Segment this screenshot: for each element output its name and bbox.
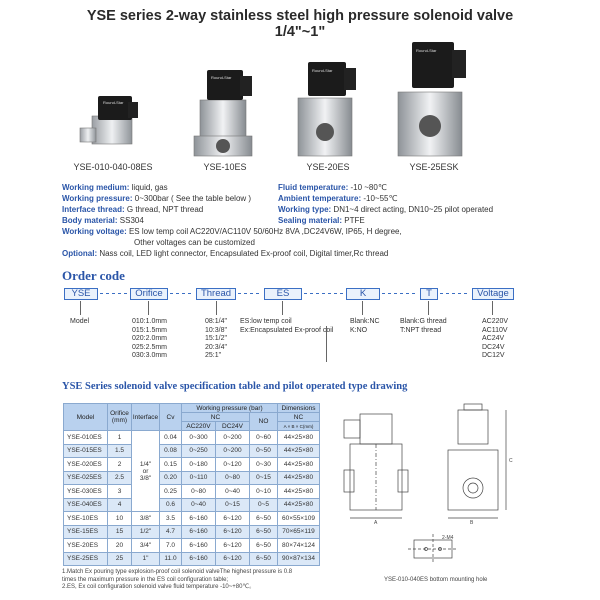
leader-line [428,301,429,315]
product-caption: YSE-10ES [203,162,247,172]
table-cell: 0~5 [250,498,278,512]
table-cell: 44×25×80 [278,485,320,499]
table-row [64,525,320,539]
order-code-title: Order code [62,268,125,283]
table-cell: 11.0 [160,552,182,566]
footnote: 1.Match Ex pouring type explosion-proof coil solenoid valveThe highest pressure is 0.8 [62,569,293,575]
spec-key: Working type: [278,205,332,214]
table-cell: 0.08 [160,444,182,458]
drawing-caption: YSE-010-040ES bottom mounting hole [384,577,488,583]
table-cell: 80×74×124 [278,539,320,553]
th-no: NO [250,413,278,431]
table-cell: 3.5 [160,512,182,526]
table-cell: 0.15 [160,458,182,472]
option: AC110V [482,326,508,334]
table-cell: YSE-030ES [64,485,108,499]
table-row [64,485,320,499]
table-cell: 0.25 [160,485,182,499]
table-cell: 0~40 [216,485,250,499]
table-cell: 90×87×134 [278,552,320,566]
table-cell: 10 [108,512,132,526]
table-row [64,471,320,485]
technical-drawing [330,400,526,576]
option: 010:1.0mm [132,318,168,325]
table-cell: 44×25×80 [278,444,320,458]
table-cell: 44×25×80 [278,498,320,512]
th-working-pressure: Working pressure (bar) [182,404,278,413]
table-section-title: YSE Series solenoid valve specification table and pilot operated type drawing [62,381,408,392]
product-yse-20es [280,56,376,172]
table-cell: 4 [108,498,132,512]
table-cell: 6~160 [182,539,216,553]
product-yse-10es [180,64,270,172]
table-cell: 6~50 [250,539,278,553]
option: ES:low temp coil [240,318,292,325]
order-dash [238,293,262,294]
table-cell: 6~50 [250,512,278,526]
th-nc: NC [182,413,250,422]
spec-value: DN1~4 direct acting, DN10~25 pilot operated [331,205,494,214]
table-cell: YSE-020ES [64,458,108,472]
order-voltage-options [482,318,508,361]
table-cell: 44×25×80 [278,431,320,445]
footnotes [62,569,292,592]
option: 030:3.0mm [132,352,168,360]
th-model: Model [64,404,108,431]
table-row [64,458,320,472]
spec-table [63,403,320,566]
order-model-label: Model [70,318,90,325]
table-cell: 0~40 [182,498,216,512]
option: T:NPT thread [400,326,442,334]
table-cell: 44×25×80 [278,458,320,472]
table-cell: 0~200 [216,444,250,458]
table-cell: 25 [108,552,132,566]
table-cell: YSE-010ES [64,431,108,445]
table-cell: YSE-10ES [64,512,108,526]
option: 25:1" [205,352,222,360]
spec-value: Other voltages can be customized [134,238,255,247]
order-orifice-options [132,318,167,361]
spec-value: -10 ~80℃ [348,183,387,192]
option: AC220V [482,318,509,325]
order-box-thread: Thread [196,288,236,300]
option: 10:3/8" [205,326,227,334]
valve-20es-image [280,56,376,160]
table-cell: 0~80 [216,471,250,485]
table-cell: 3/8" [132,512,160,526]
table-cell: 0~200 [216,431,250,445]
spec-key: Body material: [62,216,118,225]
th-dim-sub: A × B × C(mm) [278,422,320,431]
table-cell: 4.7 [160,525,182,539]
table-cell: 70×65×119 [278,525,320,539]
valve-small-image [58,86,168,158]
table-cell: 20 [108,539,132,553]
th-orifice: Orifice (mm) [108,404,132,431]
leader-line [148,301,149,315]
table-cell: 0~60 [250,431,278,445]
spec-value: SS304 [117,216,144,225]
th-dim-nc: NC [278,413,320,422]
footnote: times the maximum pressure in the ES coil configuration table; [62,576,229,583]
spec-value: G thread, NPT thread [124,205,204,214]
table-cell: YSE-015ES [64,444,108,458]
table-cell: YSE-25ES [64,552,108,566]
table-cell: 0~80 [182,485,216,499]
leader-line [80,301,81,315]
table-cell: 0.6 [160,498,182,512]
footnote: 2.ES, Ex coil configuration solenoid valve fluid temperature -10~+80℃。 [62,584,256,591]
order-box-model: YSE [64,288,98,300]
table-cell: 0~110 [182,471,216,485]
coil-badge: Round-Star [211,75,232,80]
hole-label: 2-M4 [442,535,454,541]
product-yse-25esk [384,36,484,172]
order-dash [304,293,344,294]
coil-badge: Round-Star [103,100,124,105]
th-cv: Cv [160,404,182,431]
dim-b-label: B [470,520,474,526]
table-cell: 6~120 [216,539,250,553]
valve-10es-image [180,64,270,160]
option: Blank:G thread [400,318,447,325]
option: 020:2.0mm [132,335,168,343]
table-cell: 6~50 [250,552,278,566]
option: 15:1/2" [205,335,227,343]
product-caption: YSE-25ESK [409,162,459,172]
order-box-es: ES [264,288,302,300]
table-cell: YSE-15ES [64,525,108,539]
option: 08:1/4" [205,318,227,325]
table-cell: 1 [108,431,132,445]
leader-line [362,301,363,315]
th-dc24v: DC24V [216,422,250,431]
order-es-options [240,318,333,335]
table-cell: 0.20 [160,471,182,485]
option: Ex:Encapsulated Ex-proof coil [240,326,334,334]
table-cell: 1/2" [132,525,160,539]
order-box-k: K [346,288,380,300]
order-box-orifice: Orifice [130,288,168,300]
table-row [64,552,320,566]
table-cell: YSE-040ES [64,498,108,512]
order-box-voltage: Voltage [472,288,514,300]
table-row [64,444,320,458]
spec-key: Working voltage: [62,227,127,236]
table-cell: 7.0 [160,539,182,553]
table-cell: 6~120 [216,552,250,566]
spec-key: Ambient temperature: [278,194,362,203]
th-interface: Interface [132,404,160,431]
spec-key: Working pressure: [62,194,133,203]
spec-key: Sealing material: [278,216,343,225]
table-cell: 1" [132,552,160,566]
option: Blank:NC [350,318,380,325]
spec-key: Interface thread: [62,205,125,214]
table-cell: 6~160 [182,525,216,539]
option: K:NO [350,326,368,334]
table-row [64,498,320,512]
table-cell: 3/4" [132,539,160,553]
table-row [64,512,320,526]
spec-key: Working medium: [62,183,130,192]
table-cell: 6~160 [182,552,216,566]
table-cell: 0~50 [250,444,278,458]
order-thread-options [205,318,227,361]
table-cell: 0~30 [250,458,278,472]
option: 015:1.5mm [132,326,168,334]
table-cell: 0~180 [182,458,216,472]
table-cell: 6~120 [216,525,250,539]
order-dash [170,293,194,294]
table-cell: 6~50 [250,525,278,539]
spec-value: liquid, gas [129,183,168,192]
table-row [64,431,320,445]
table-cell: 2.5 [108,471,132,485]
table-cell: 0~300 [182,431,216,445]
leader-line [492,301,493,315]
table-cell: 1.5 [108,444,132,458]
option: 20:3/4" [205,343,227,351]
table-cell: 0~250 [182,444,216,458]
order-box-t: T [420,288,438,300]
interface-cell: 1/4" or 3/8" [132,431,160,512]
th-dimensions: Dimensions [278,404,320,413]
order-dash [100,293,128,294]
option: 025:2.5mm [132,343,168,351]
spec-value: Nass coil, LED light connector, Encapsulated Ex-proof coil, Digital timer,Rc thread [97,249,389,258]
leader-line [282,301,283,315]
table-cell: 60×55×109 [278,512,320,526]
table-cell: 6~160 [182,512,216,526]
option: DC24V [482,343,505,351]
product-yse-010-040-08es [58,86,168,172]
table-cell: 6~120 [216,512,250,526]
table-cell: YSE-20ES [64,539,108,553]
spec-value: ES low temp coil AC220V/AC110V 50/60Hz 8VA ,DC24V6W, IP65, H degree, [126,227,402,236]
coil-badge: Round-Star [312,68,333,73]
dim-c-label: C [509,458,513,464]
page-title: YSE series 2-way stainless steel high pressure solenoid valve 1/4"~1" [86,8,514,40]
option: AC24V [482,335,505,343]
table-cell: 0~15 [250,471,278,485]
product-caption: YSE-20ES [306,162,350,172]
table-cell: 0~10 [250,485,278,499]
table-cell: 3 [108,485,132,499]
table-cell: 0~120 [216,458,250,472]
valve-25esk-image [384,36,484,160]
table-cell: 0~15 [216,498,250,512]
product-caption: YSE-010-040-08ES [73,162,153,172]
coil-badge: Round-Star [416,48,437,53]
order-t-options [400,318,447,335]
spec-value: -10~55℃ [361,194,398,203]
table-cell: 44×25×80 [278,471,320,485]
spec-key: Fluid temperature: [278,183,349,192]
order-dash [382,293,418,294]
table-cell: 15 [108,525,132,539]
th-ac220v: AC220V [182,422,216,431]
option: DC12V [482,352,505,360]
dim-a-label: A [374,520,378,526]
table-cell: 0.04 [160,431,182,445]
spec-key: Optional: [62,249,98,258]
table-cell: YSE-025ES [64,471,108,485]
table-row [64,539,320,553]
table-cell: 2 [108,458,132,472]
order-dash [440,293,470,294]
leader-line [216,301,217,315]
spec-value: PTFE [342,216,365,225]
spec-value: 0~300bar ( See the table below ) [132,194,252,203]
order-k-options [350,318,380,335]
